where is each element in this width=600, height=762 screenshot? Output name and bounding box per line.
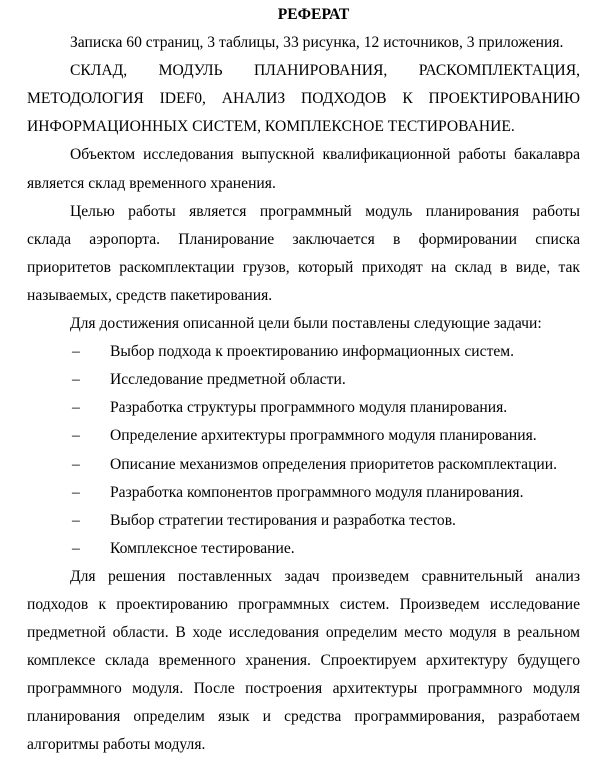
document-page: [27, 1, 580, 760]
list-item: [27, 422, 580, 450]
document-title: РЕФЕРАТ: [277, 6, 350, 23]
task-text: Выбор подхода к проектированию информационных систем.: [110, 343, 515, 361]
task-text: Определение архитектуры программного модуля планирования.: [110, 427, 537, 445]
keywords-line: СКЛАД, МОДУЛЬ ПЛАНИРОВАНИЯ, РАСКОМПЛЕКТАЦИЯ,: [70, 62, 580, 80]
dash-bullet: –: [72, 483, 80, 501]
dash-bullet: –: [72, 455, 80, 473]
task-text: Исследование предметной области.: [110, 371, 346, 389]
keywords-line: МЕТОДОЛОГИЯ IDEF0, АНАЛИЗ ПОДХОДОВ К ПРОЕКТИРОВАНИЮ: [27, 90, 580, 108]
object-paragraph-line: Объектом исследования выпускной квалификационной работы бакалавра: [70, 146, 580, 164]
summary-line: Записка 60 страниц, 3 таблицы, 33 рисунка, 12 источников, 3 приложения.: [70, 34, 564, 52]
solution-paragraph-line: подходов к проектированию программных систем. Произведем исследование: [27, 595, 580, 613]
dash-bullet: –: [72, 343, 80, 361]
solution-paragraph-line: Для решения поставленных задач произведем сравнительный анализ: [70, 567, 580, 585]
list-item: [27, 479, 580, 507]
dash-bullet: –: [72, 427, 80, 445]
solution-paragraph-line: программного модуля. После построения архитектуры программного модуля: [27, 680, 580, 698]
goal-paragraph-line: называемых, средств пакетирования.: [27, 286, 273, 304]
dash-bullet: –: [72, 539, 80, 557]
list-item: [27, 507, 580, 535]
dash-bullet: –: [72, 371, 80, 389]
goal-paragraph-line: приоритетов раскомплектации грузов, который приходят на склад в виде, так: [27, 258, 580, 276]
tasks-intro: Для достижения описанной цели были поставлены следующие задачи:: [70, 315, 542, 333]
task-text: Разработка компонентов программного модуля планирования.: [110, 483, 524, 501]
solution-paragraph-line: планирования определим язык и средства программирования, разработаем: [27, 708, 580, 726]
dash-bullet: –: [72, 399, 80, 417]
task-text: Выбор стратегии тестирования и разработка тестов.: [110, 511, 456, 529]
keywords-line: ИНФОРМАЦИОННЫХ СИСТЕМ, КОМПЛЕКСНОЕ ТЕСТИРОВАНИЕ.: [27, 118, 515, 136]
solution-paragraph-line: предметной области. В ходе исследования определим место модуля в реальном: [27, 624, 580, 642]
solution-paragraph-line: комплексе склада временного хранения. Спроектируем архитектуру будущего: [27, 652, 580, 670]
list-item: [27, 451, 580, 479]
solution-paragraph-line: алгоритмы работы модуля.: [27, 736, 206, 754]
task-text: Разработка структуры программного модуля планирования.: [110, 399, 508, 417]
list-item: [27, 535, 580, 563]
list-item: [27, 366, 580, 394]
tasks-list: [27, 338, 580, 563]
task-text: Комплексное тестирование.: [110, 539, 295, 557]
dash-bullet: –: [72, 511, 80, 529]
list-item: [27, 394, 580, 422]
task-text: Описание механизмов определения приоритетов раскомплектации.: [110, 455, 558, 473]
goal-paragraph-line: склада аэропорта. Планирование заключается в формировании списка: [27, 230, 580, 248]
goal-paragraph-line: Целью работы является программный модуль планирования работы: [70, 202, 580, 220]
object-paragraph-line: является склад временного хранения.: [27, 174, 276, 192]
list-item: [27, 338, 580, 366]
